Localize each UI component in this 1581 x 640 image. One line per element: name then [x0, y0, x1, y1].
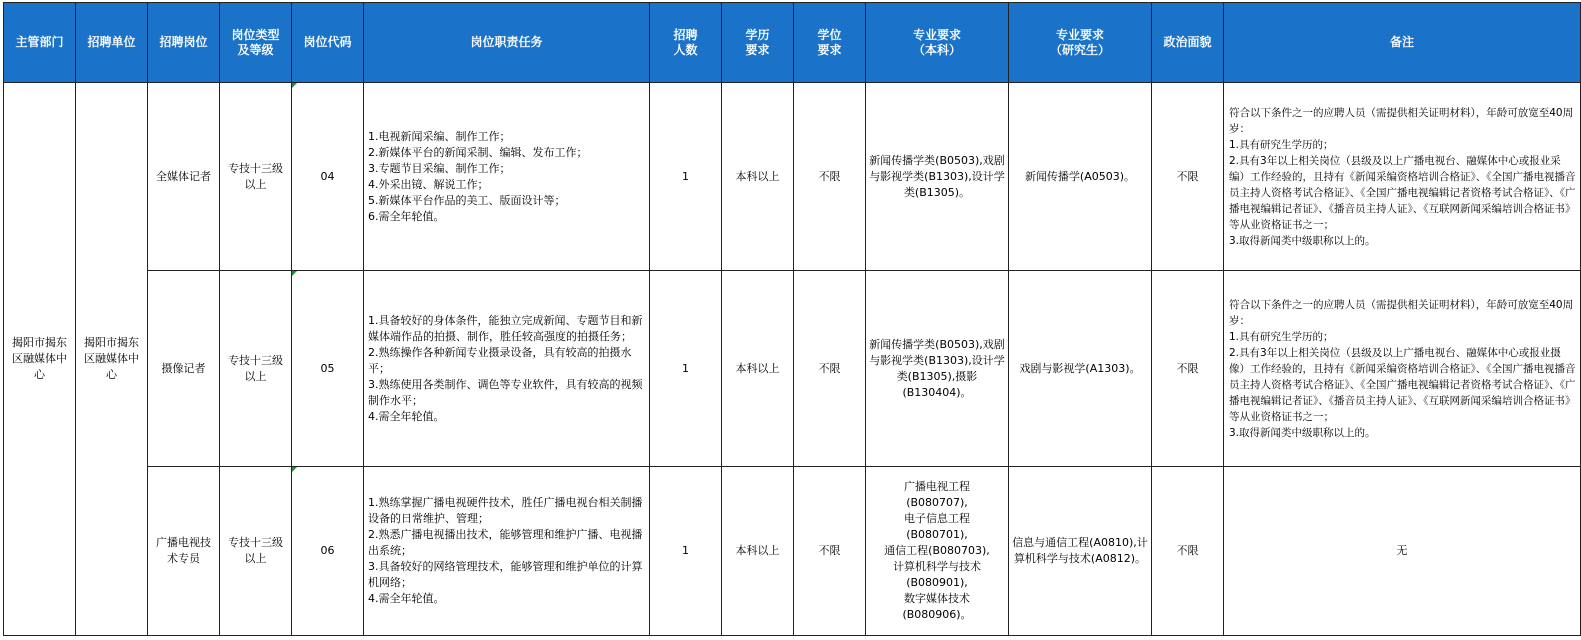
header-employer[interactable]: 招聘单位 [76, 3, 148, 83]
cell-post-code[interactable]: 04 [292, 83, 364, 271]
cell-post[interactable]: 摄像记者 [148, 271, 220, 467]
cell-degree[interactable]: 不限 [794, 271, 866, 467]
cell-political[interactable]: 不限 [1152, 271, 1224, 467]
cell-duties[interactable]: 1.电视新闻采编、制作工作； 2.新媒体平台的新闻采制、编辑、发布工作； 3.专题节目采编、制作工作； 4.外采出镜、解说工作； 5.新媒体平台作品的美工、版面设计等； 6.需全年轮值。 [364, 83, 650, 271]
cell-post-code[interactable]: 05 [292, 271, 364, 467]
header-department[interactable]: 主管部门 [4, 3, 76, 83]
cell-degree[interactable]: 不限 [794, 467, 866, 636]
cell-count[interactable]: 1 [650, 83, 722, 271]
cell-major-postgrad[interactable]: 新闻传播学(A0503)。 [1009, 83, 1152, 271]
cell-major-postgrad[interactable]: 戏剧与影视学(A1303)。 [1009, 271, 1152, 467]
table-row [4, 271, 1581, 467]
cell-post[interactable]: 全媒体记者 [148, 83, 220, 271]
header-post-code[interactable]: 岗位代码 [292, 3, 364, 83]
header-count[interactable]: 招聘 人数 [650, 3, 722, 83]
cell-major-postgrad[interactable]: 信息与通信工程(A0810),计算机科学与技术(A0812)。 [1009, 467, 1152, 636]
cell-major-undergrad[interactable]: 广播电视工程 (B080707), 电子信息工程 (B080701), 通信工程(B080703), 计算机科学与技术 (B080901), 数字媒体技术 (B080906)。 [866, 467, 1009, 636]
cell-marker [292, 271, 297, 276]
cell-education[interactable]: 本科以上 [722, 271, 794, 467]
cell-remarks[interactable]: 符合以下条件之一的应聘人员（需提供相关证明材料），年龄可放宽至40周岁： 1.具有研究生学历的； 2.具有3年以上相关岗位（县级及以上广播电视台、融媒体中心或报业摄像）工作经验的，且持有《新闻采编资格培训合格证》、《全国广播电视播音员主持人资格考试合格证》、《全国广播电视编辑记者资格考试合格证》、《广播电视编辑记者证》、《播音员主持人证》、《互联网新闻采编培训合格证书》等从业资格证书之一； 3.取得新闻类中级职称以上的。 [1224, 271, 1581, 467]
header-major-postgrad[interactable]: 专业要求 （研究生） [1009, 3, 1152, 83]
table-row [4, 83, 1581, 271]
cell-marker [292, 83, 297, 88]
recruitment-table [3, 2, 1581, 636]
cell-political[interactable]: 不限 [1152, 83, 1224, 271]
table-row [4, 467, 1581, 636]
cell-post-code[interactable]: 06 [292, 467, 364, 636]
header-education[interactable]: 学历 要求 [722, 3, 794, 83]
cell-degree[interactable]: 不限 [794, 83, 866, 271]
header-post[interactable]: 招聘岗位 [148, 3, 220, 83]
cell-remarks[interactable]: 无 [1224, 467, 1581, 636]
cell-political[interactable]: 不限 [1152, 467, 1224, 636]
cell-post-type[interactable]: 专技十三级以上 [220, 467, 292, 636]
cell-count[interactable]: 1 [650, 467, 722, 636]
header-row [4, 3, 1581, 83]
cell-department[interactable]: 揭阳市揭东区融媒体中心 [4, 83, 76, 636]
header-duties[interactable]: 岗位职责任务 [364, 3, 650, 83]
cell-post[interactable]: 广播电视技术专员 [148, 467, 220, 636]
cell-education[interactable]: 本科以上 [722, 467, 794, 636]
cell-count[interactable]: 1 [650, 271, 722, 467]
header-major-undergrad[interactable]: 专业要求 （本科） [866, 3, 1009, 83]
cell-employer[interactable]: 揭阳市揭东区融媒体中心 [76, 83, 148, 636]
header-remarks[interactable]: 备注 [1224, 3, 1581, 83]
cell-duties[interactable]: 1.熟练掌握广播电视硬件技术，胜任广播电视台相关制播设备的日常维护、管理； 2.熟悉广播电视播出技术，能够管理和维护广播、电视播出系统； 3.具备较好的网络管理技术，能够管理和维护单位的计算机网络； 4.需全年轮值。 [364, 467, 650, 636]
cell-major-undergrad[interactable]: 新闻传播学类(B0503),戏剧与影视学类(B1303),设计学类(B1305)。 [866, 83, 1009, 271]
cell-remarks[interactable]: 符合以下条件之一的应聘人员（需提供相关证明材料），年龄可放宽至40周岁： 1.具有研究生学历的； 2.具有3年以上相关岗位（县级及以上广播电视台、融媒体中心或报业采编）工作经验的，且持有《新闻采编资格培训合格证》、《全国广播电视播音员主持人资格考试合格证》、《全国广播电视编辑记者资格考试合格证》、《广播电视编辑记者证》、《播音员主持人证》、《互联网新闻采编培训合格证书》等从业资格证书之一； 3.取得新闻类中级职称以上的。 [1224, 83, 1581, 271]
header-post-type[interactable]: 岗位类型 及等级 [220, 3, 292, 83]
cell-duties[interactable]: 1.具备较好的身体条件，能独立完成新闻、专题节目和新媒体端作品的拍摄、制作，胜任较高强度的拍摄任务； 2.熟练操作各种新闻专业摄录设备，具有较高的拍摄水平； 3.熟练使用各类制作、调色等专业软件，具有较高的视频制作水平； 4.需全年轮值。 [364, 271, 650, 467]
cell-post-type[interactable]: 专技十三级以上 [220, 83, 292, 271]
cell-marker [292, 467, 297, 472]
header-political[interactable]: 政治面貌 [1152, 3, 1224, 83]
cell-post-type[interactable]: 专技十三级以上 [220, 271, 292, 467]
cell-education[interactable]: 本科以上 [722, 83, 794, 271]
cell-major-undergrad[interactable]: 新闻传播学类(B0503),戏剧与影视学类(B1303),设计学类(B1305),摄影(B130404)。 [866, 271, 1009, 467]
header-degree[interactable]: 学位 要求 [794, 3, 866, 83]
